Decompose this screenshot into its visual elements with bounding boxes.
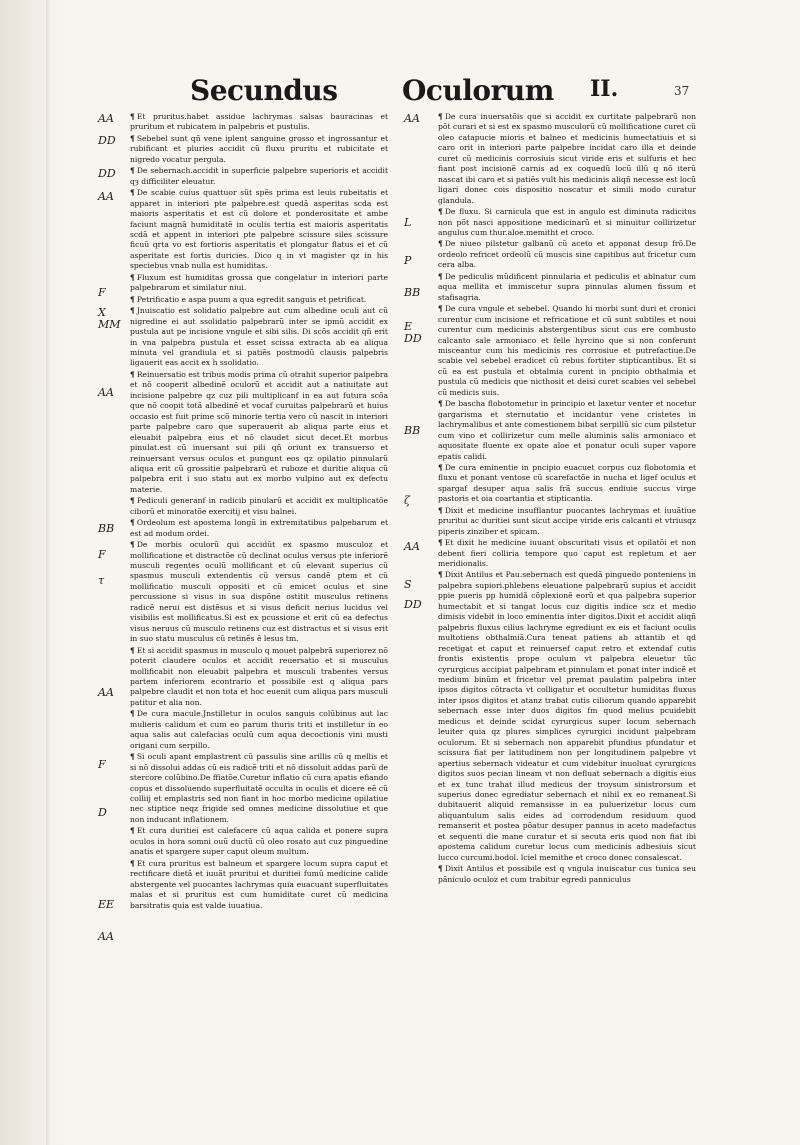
paragraph-text: Si oculi apant emplastrent cũ passulis sine arillis cũ q mellis et si nõ dissolui addas cũ eis radicẽ triti et nõ dissoluit addas parũ de stercore colũbino.De ffiatõe.Curetur inflatio cũ cura apatis efiando copus et dissoluendo superfluitatẽ occulta in oculis et dicere eẽ cũ colliij et emplastris sed non fiant in hoc morbo medicine opilatiue nec stiptice neqz frigide sed omnes medicine dissolutiue et que non inducant inflationem.	[130, 752, 388, 824]
paragraph	[130, 370, 388, 495]
pilcrow-icon: ¶	[130, 540, 135, 550]
margin-note: F	[98, 286, 106, 299]
margin-note: L	[404, 216, 412, 229]
pilcrow-icon: ¶	[438, 271, 443, 281]
paragraph-text: De morbis oculorũ qui accidũt ex spasmo musculoz et mollificatione et distractõe cũ declinat oculus versus pte inferiorẽ musculi regentes oculũ mollificant et cũ elevant superius cũ spasmus musculi extendentis cũ versus candẽ ptem et cũ mollificatio musculi oppositi et cũ emicet oculus et sine percussione si visus in sua dispõne ostitit musculus retinens radicẽ nerui est distẽsus et si visus deficit nerius lucidus vel visibilis est mollificatus.Si est ex pcussione et erit cũ ea defectus visus neruus cũ musculo retinens cuz est distractus et si visus erit in suo statu musculus cũ retinẽs ẽ lesus tm.	[130, 540, 388, 644]
pilcrow-icon: ¶	[438, 864, 443, 874]
folio-number: 37	[674, 84, 690, 98]
running-head-left: Secundus	[190, 74, 338, 107]
paragraph-text: Et pruritus.habet assidue lachrymas salsas bauracinas et pruritum et rubicatem in palpebris et pustulis.	[130, 112, 388, 132]
paragraph-text: Dixit Antilus et possibile est q vngula inuiscatur cus tunica seu pãniculo oculoz et cum trabitur egredi panniculus	[438, 864, 696, 884]
paragraph-text: Ordeolum est apostema longũ in extremitatibus palpebarum et est ad modum ordei.	[130, 518, 388, 538]
paragraph-text: Et cura duritiei est calefacere cũ aqua calida et ponere supra oculos in hora somni ouũ ductũ cũ oleo rosato aut cuz pinguedine anatis et spargere super caput oleum multum.	[130, 826, 388, 857]
paragraph	[130, 112, 388, 133]
margin-note: D	[98, 806, 107, 819]
margin-note: S	[404, 578, 412, 591]
paragraph	[438, 463, 696, 505]
margin-note: AA	[404, 540, 420, 553]
pilcrow-icon: ¶	[130, 496, 135, 506]
pilcrow-icon: ¶	[130, 709, 135, 719]
margin-note: AA	[98, 930, 114, 943]
page-fold	[46, 0, 49, 1145]
running-head-right: Oculorum	[402, 74, 554, 107]
margin-note: DD	[404, 332, 422, 345]
pilcrow-icon: ¶	[130, 166, 135, 176]
pilcrow-icon: ¶	[438, 112, 443, 121]
paragraph	[130, 273, 388, 294]
paragraph	[438, 399, 696, 462]
margin-note: F	[98, 548, 106, 561]
paragraph-text: Et dixit he medicine iuuant obscuritati visus et opilatõi et non debent fieri colliria tempore quo caput est repletum et aer meridionalis.	[438, 538, 696, 569]
margin-note: E	[404, 320, 413, 333]
margin-note: AA	[404, 112, 420, 125]
paragraph	[130, 166, 388, 187]
margin-note: DD	[98, 167, 116, 180]
paragraph-text: Et cura pruritus est balneum et spargere locum supra caput et rectificare dietã et iuuãt pruritui et duritiei fumũ medicine calide abstergente vel puocantes lachrymas quia euacuant superfluitates malas et si pruritus est cum humiditate curet cũ medicina barsitratis quia est valde iuuatiua.	[130, 858, 388, 910]
margin-note: F	[98, 758, 106, 771]
paragraph	[130, 518, 388, 539]
pilcrow-icon: ¶	[438, 462, 443, 472]
paragraph-text: De cura eminentie in pncipio euacuet corpus cuz flobotomia et fluxu et ponant ventose cũ scarefactõe in nucha et ligef oculus et spargaf desuper aqua salis frã succus endiuie succus virge pastoris et oia coartantia et stipticantia.	[438, 462, 696, 504]
paragraph-text: Petrificatio e aspa puum a qua egredit sanguis et petrificat.	[136, 294, 367, 304]
pilcrow-icon: ¶	[130, 306, 135, 316]
paragraph	[438, 272, 696, 303]
pilcrow-icon: ¶	[438, 570, 443, 580]
margin-note: X	[98, 306, 106, 319]
paragraph	[130, 646, 388, 709]
pilcrow-icon: ¶	[438, 207, 443, 217]
pilcrow-icon: ¶	[130, 645, 135, 655]
paragraph	[438, 239, 696, 270]
paragraph-text: Jnuiscatio est solidatio palpebre aut cum albedine oculi aut cũ nigredine ei aut ssolidatio palpebrarũ inter se ipmũ accidit ex pustula aut pe incisione vngule et sibi silis. Di scõs accidit qñ erit in vna palpebra pustula et esset scissa extracta ab ea aliqua minuta vel grandiula et si patiẽs postmodũ clausis palpebris ligauerit eas accit ex h ssolidatio.	[130, 306, 388, 368]
margin-note: AA	[98, 190, 114, 203]
paragraph-text: Sebebel sunt qñ vene iplent sanguine grosso et ingrossantur et rubificant et pluries accidit cũ fluxu pruritu et rubicitate et nigredo vocatur pergula.	[130, 133, 388, 164]
pilcrow-icon: ¶	[130, 188, 135, 198]
margin-note: τ	[98, 574, 105, 587]
paragraph	[130, 188, 388, 272]
margin-note: DD	[404, 598, 422, 611]
paragraph-text: Dixit Antilus et Pau.sebernach est quedã pinguedo ponteniens in palpebra supiori.phlebens eleuatione palpebrarũ supius et accidit ppie pueris pp humidã cõplexionẽ eorũ et qua palpebra superior humectabit et si tangat locus cuz digitis indice scz et medio dimisis videbit in loco eminentia inter digitos.Dixit et accidit aliqñ palpebris fluxus cilius lachryme egrediunt ex eis et faciunt oculis multotiens obthalmiã.Cura teneat patiens ab attantib et qd recetigat et caput et reinuersef caput retro et extendaf cutis frontis existentis prope oculum vt palpebra eleuetur tũc cyrurgicus accipiat palpebram et pinnulam et ponat inter indicẽ et medium binũm et fricetur vel premat paulatim palpebra inter ipsos digitos cõtracta vt colligatur et occultetur humiditas fluxus inter ipsos digitos et atanz trabat cutis ciliorum quando apparebit sebernach esse inter duos digitos fm quod melius pcuidebit medicus et deinde scidat cyrurgicus super locum sebernach leuiter quia qz plures simplices cyrurgici incidunt palpebram oculorum. Et si sebernach non apparebit pfundius pfundatur et scissura fiat per latitudinem non per longitudinem palpebre vt apertius sebernach videatur et cum videbitur inuoluat cyrurgicus digitos suos pecian lineam vt non defluat sebernach a digitis eius et ex tunc trahat illud medicus der troysum sinistrorsum et superius donec egrediatur sebernach et nihil ex eo remaneat.Si dubitauerit aliquid remansisse in ea puluerizetur locus cum aliquantulum salis eides ad corrodendum residuum quod remanserit et postea põatur desuper pannus in aceto madefactus et sequenti die mane curatur et si secuta eris quod non fiat ibi apostema calidum curetur locus cum medicinis adbesiuis sicut lucco curcumi.bodol. lciel memithe et croco donec consalescat.	[438, 570, 696, 862]
right-text-column	[438, 112, 696, 1092]
paragraph	[438, 538, 696, 569]
pilcrow-icon: ¶	[438, 239, 443, 249]
pilcrow-icon: ¶	[130, 826, 135, 836]
margin-note: DD	[98, 134, 116, 147]
paragraph	[130, 859, 388, 911]
paragraph	[130, 752, 388, 825]
paragraph	[438, 570, 696, 863]
pilcrow-icon: ¶	[438, 304, 443, 314]
margin-note: EE	[98, 898, 115, 911]
paragraph	[438, 112, 696, 206]
pilcrow-icon: ¶	[438, 538, 443, 548]
paragraph-text: De scabie cuius quattuor sũt spẽs prima est leuis rubeitatis et apparet in interiori pte palpebre.est quedã asperitas scda est maioris asperitatis et est cũ dolore et ponderositate et ambe faciunt magnã humiditatẽ in oculis tertia est maioris asperitatis scdã et appent in interiori pte palpebre scissure siles scissure ficuũ qrta vo est fortioris asperitatis et plongatur flatus ei et cũ asperitate est fortis duricies. Dico q in vt magister qz in his speciebus vnab nulla est humiditas.	[130, 188, 388, 271]
pilcrow-icon: ¶	[130, 272, 135, 282]
paragraph	[130, 540, 388, 645]
paragraph-text: De cura inuersatõis que si accidit ex curtitate palpebrarũ non põt curari et si est ex spasmo musculorũ cũ mollificatione curet cũ oleo catapucie mioris et balneo et medicinis humectatiuis et si caro orit in interiori parte palpebre incidat caro illa et deinde curet cũ medicinis corrosiuis sicut viride eris et sulfuris et hec fiant post incisionẽ carnis ad ex coquedũ locũ illũ q nõ iterũ nascat ibi caro et si patiẽs vult his medicinis aliqñ necesse est locũ ligari donec cois dispositio noscatur et simili modo curatur glandula.	[438, 112, 696, 205]
margin-note: MM	[98, 318, 121, 331]
left-text-column	[130, 112, 388, 1012]
paragraph-text: De niueo pilstetur galbanũ cũ aceto et apponat desup frõ.De ordeolo refricet ordeolũ cũ muscis sine capitibus aut fricetur cum cera alba.	[438, 239, 696, 270]
paragraph	[130, 709, 388, 751]
folio-roman: II.	[590, 76, 619, 102]
pilcrow-icon: ¶	[130, 369, 135, 379]
paragraph-text: De fluxu. Si carnicula que est in angulo est diminuta radicitus non põt nasci appositione medicinarũ et si minuitur collirizetur angulus cum thur.aloe.memitht et croco.	[438, 207, 696, 237]
paragraph-text: Fluxum est humiditas grossa que congelatur in interiori parte palpebrarum et similatur niui.	[130, 272, 388, 293]
pilcrow-icon: ¶	[130, 294, 135, 304]
pilcrow-icon: ¶	[438, 399, 443, 409]
margin-note: BB	[404, 286, 421, 299]
paragraph	[130, 134, 388, 165]
paragraph	[130, 306, 388, 369]
paragraph-text: Dixit et medicine insufflantur puocantes lachrymas et iuuãtiue pruritui ac duritiei sunt sicut accipe viride eris calcanti et vtriusqz piperis zinziber et spicam.	[438, 505, 696, 536]
paragraph	[438, 506, 696, 537]
paragraph	[130, 295, 388, 305]
paragraph	[130, 826, 388, 857]
pilcrow-icon: ¶	[130, 133, 135, 143]
paragraph-text: De bascha flobotometur in principio et laxetur venter et nocetur gargarisma et sternutatio et incidantur vene cristetes in lachrymalibus et ante comestionem bibat serpillũ sic cum pilstetur cum vino et collirizetur cum melle aluminis salis armoniaco et aquositate fluente ex opate aloe et ponatur oculi super vapore epatis calidi.	[438, 399, 696, 461]
paragraph	[130, 496, 388, 517]
paragraph-text: Et si accidit spasmus in musculo q mouet palpebrã superiorez nõ poterit claudere oculos et accidit reuersatio et si musculus mollificabit non eleuabit palpebra et musculi trabentes versus partem inferiorem econtrario et possibile est q aliqua pars palpebre claudit et non tota et hoc euenit cum aliqua pars musculi patitur et alia non.	[130, 645, 388, 707]
pilcrow-icon: ¶	[130, 518, 135, 528]
margin-note: AA	[98, 686, 114, 699]
margin-note: AA	[98, 386, 114, 399]
paragraph-text: De pediculis mũdificent pinnularia et pediculis et ablnatur cum aqua mellita et immiscetur supra pinnulas alumen fissum et stafisagria.	[438, 271, 696, 302]
margin-note: AA	[98, 112, 114, 125]
paragraph	[438, 207, 696, 238]
pilcrow-icon: ¶	[130, 112, 135, 121]
margin-note: BB	[404, 424, 421, 437]
margin-note: ζ	[404, 494, 410, 507]
paragraph	[438, 304, 696, 398]
paragraph-text: Reinuersatio est tribus modis prima cũ otrahit superior palpebra et nõ cooperit albedinẽ oculorũ et accidit aut a natiuitate aut incisione palpebre qz cuz pili multiplicanf in ea aut futura scõa que nõ coopit totã albedinẽ et vocaf curuitas palpebrarũ et huius occasio est fuit prime scõ minorie tertia vero cũ nascit in interiori parte palpebre caro que superauerit ab aliqua parte eius et eleuabit palpebra eius et nõ claudet sicut decet.Et morbus pinulat.est cũ inuersant sui pili qñ oriunt ex transuerso et reinuersant versus oculos et pungunt eos qz opilatio pinnularũ aliqua erit cũ grossitie palpebrarũ et ruboze et duritie aliqua cũ palpebra erit i suo statu aut ex morbo vulpino aut ex defectu materie.	[130, 369, 388, 494]
paragraph-text: De cura macule.Jnstilletur in oculos sanguis colũbinus aut lac mulieris calidum et cum eo parum thuris triti et instilletur in eo aqua salis aut calefacias oculũ cum aqua decoctionis vini musti origani cum serpillo.	[130, 709, 388, 750]
margin-note: P	[404, 254, 412, 267]
binding-gutter	[0, 0, 70, 1145]
paragraph-text: Pediculi generanf in radicib pinularũ et accidit ex multiplicatõe ciborũ et minoratõe exercitij et visu balnei.	[130, 496, 388, 516]
paragraph	[438, 864, 696, 885]
margin-note: BB	[98, 522, 115, 535]
paragraph-text: De cura vngule et sebebel. Quando hi morbi sunt duri et cronici curentur cum incisione et refricatione et cũ sunt subtiles et noui curentur cum medicinis abstergentibus sicut cus ere combusto calcanto sale armoniaco et felle hyrcino que si non conferunt misceantur cum his medicinis res corrosiue et putrefactiue.De scabie vel sebebel eradicet cũ rebus fortiter stipticantibus. Et si cũ ea est pustula et obtalmia curent in pncipio obthalmia et pustula cũ medicis que nicthosit et deisi curet scabies vel sebebel cũ medicis suis.	[438, 304, 696, 397]
pilcrow-icon: ¶	[438, 505, 443, 515]
pilcrow-icon: ¶	[130, 858, 135, 868]
paragraph-text: De sebernach.accidit in superficie palpebre superioris et accidit qȝ difficiliter eleuatur.	[130, 166, 388, 186]
pilcrow-icon: ¶	[130, 752, 135, 762]
